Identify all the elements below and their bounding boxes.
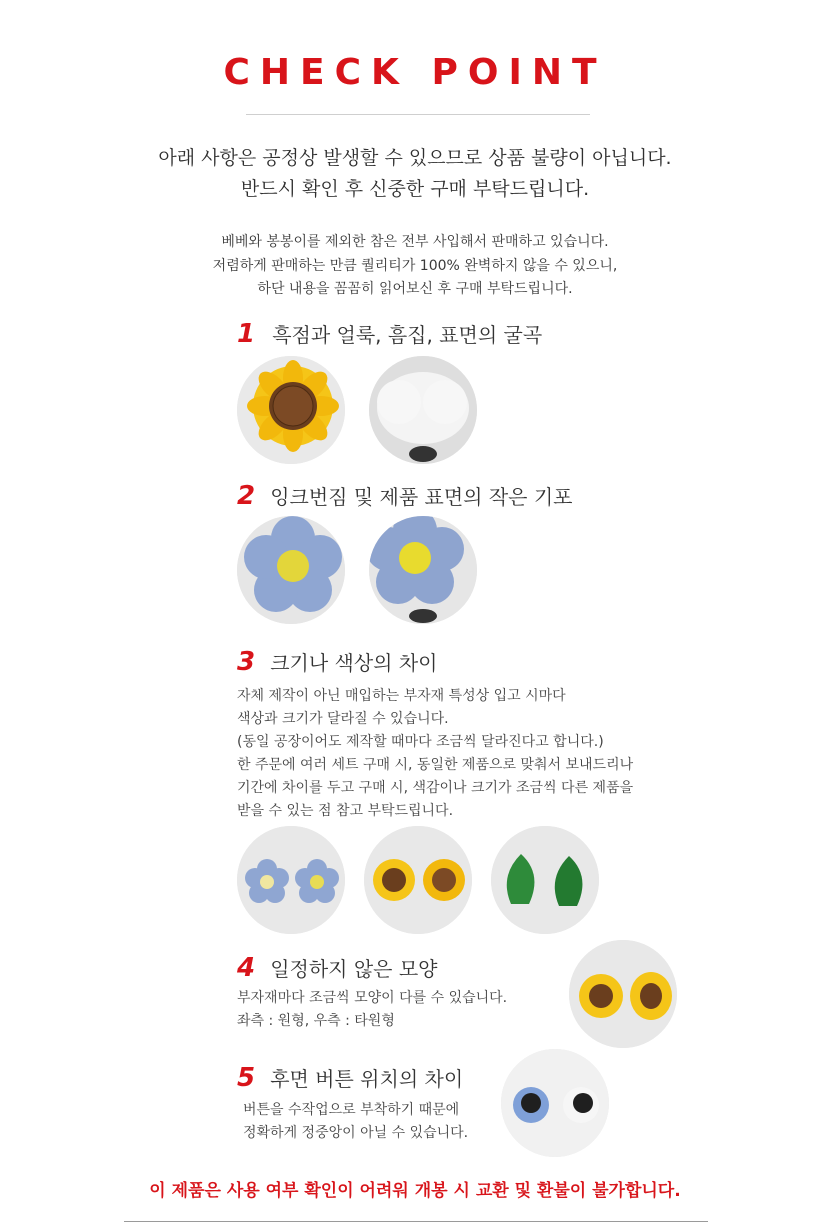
- blue-flowers-size-photo: [237, 826, 345, 934]
- desc-line: 정확하게 정중앙이 아닐 수 있습니다.: [243, 1125, 469, 1141]
- blue-flower-ink-photo: [237, 516, 345, 624]
- no-refund-warning: 이 제품은 사용 여부 확인이 어려워 개봉 시 교환 및 환불이 불가합니다.: [149, 1181, 681, 1201]
- section-4-heading: [237, 953, 437, 983]
- section-title: 후면 버튼 위치의 차이: [270, 1067, 464, 1091]
- section-title: 잉크번짐 및 제품 표면의 작은 기포: [270, 485, 573, 509]
- section-title: 크기나 색상의 차이: [270, 651, 438, 675]
- section-number: 4: [237, 953, 256, 983]
- notice-line-2: 반드시 확인 후 신중한 구매 부탁드립니다.: [240, 178, 590, 200]
- sunflower-defect-photo: [237, 356, 345, 464]
- section-2-heading: [237, 481, 572, 511]
- section-4-description: [237, 987, 507, 1033]
- desc-line: 좌측 : 원형, 우측 : 타원형: [237, 1013, 395, 1029]
- desc-line: 자체 제작이 아닌 매입하는 부자재 특성상 입고 시마다: [237, 688, 566, 704]
- section-title: 일정하지 않은 모양: [270, 957, 438, 981]
- section-5-heading: [237, 1063, 463, 1093]
- page-title: CHECK POINT: [223, 52, 607, 93]
- section-number: 5: [237, 1063, 256, 1093]
- desc-line: 부자재마다 조금씩 모양이 다를 수 있습니다.: [237, 990, 508, 1006]
- blue-flower-bubble-photo: [369, 516, 477, 624]
- desc-line: 받을 수 있는 점 참고 부탁드립니다.: [237, 803, 454, 819]
- desc-line: 색상과 크기가 달라질 수 있습니다.: [237, 711, 449, 727]
- title-divider: [246, 114, 590, 115]
- sunflowers-shape-photo: [569, 940, 677, 1048]
- section-3-heading: [237, 647, 437, 677]
- cloud-defect-photo: [369, 356, 477, 464]
- footer-divider: [124, 1221, 708, 1222]
- section-number: 2: [237, 481, 256, 511]
- section-5-description: [243, 1099, 468, 1145]
- section-number: 3: [237, 647, 256, 677]
- section-1-heading: [237, 319, 542, 349]
- intro-line-2: 저렴하게 판매하는 만큼 퀄리티가 100% 완벽하지 않을 수 있으니,: [212, 258, 618, 274]
- intro-line-3: 하단 내용을 꼼꼼히 읽어보신 후 구매 부탁드립니다.: [257, 281, 573, 297]
- section-title: 흑점과 얼룩, 흠집, 표면의 굴곡: [272, 323, 543, 347]
- desc-line: 버튼을 수작업으로 부착하기 때문에: [243, 1102, 460, 1118]
- back-button-photo: [501, 1049, 609, 1157]
- desc-line: 한 주문에 여러 세트 구매 시, 동일한 제품으로 맞춰서 보내드리나: [237, 757, 634, 773]
- notice-line-1: 아래 사항은 공정상 발생할 수 있으므로 상품 불량이 아닙니다.: [158, 147, 672, 169]
- intro-line-1: 베베와 봉봉이를 제외한 참은 전부 사입해서 판매하고 있습니다.: [221, 234, 609, 250]
- sunflowers-color-photo: [364, 826, 472, 934]
- desc-line: (동일 공장이어도 제작할 때마다 조금씩 달라진다고 합니다.): [237, 734, 604, 750]
- desc-line: 기간에 차이를 두고 구매 시, 색감이나 크기가 조금씩 다른 제품을: [237, 780, 634, 796]
- section-3-description: [237, 685, 633, 823]
- section-number: 1: [237, 319, 256, 349]
- leaves-color-photo: [491, 826, 599, 934]
